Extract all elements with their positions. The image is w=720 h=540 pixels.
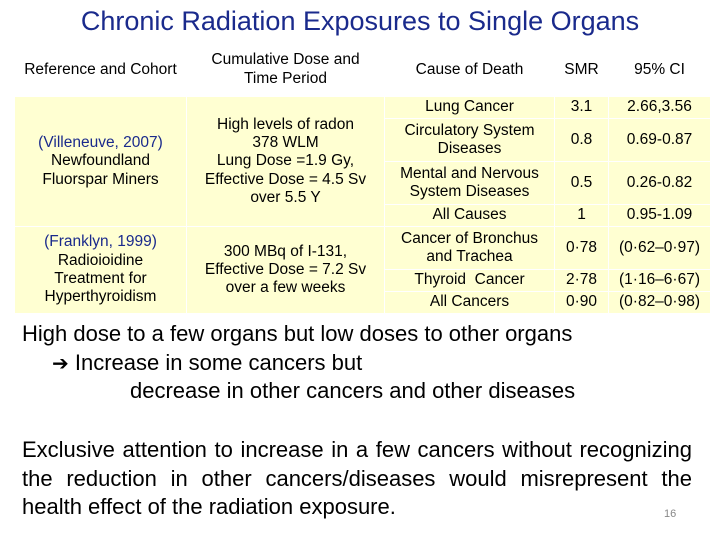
table-row <box>15 97 711 119</box>
smr-cell: 2·78 <box>555 270 609 292</box>
summary-line <box>22 349 575 378</box>
cause-text: All Cancers <box>429 293 510 311</box>
smr-cell: 1 <box>555 205 609 227</box>
cause-text: and Trachea <box>426 248 513 265</box>
slide-title: Chronic Radiation Exposures to Single Organs <box>80 6 640 36</box>
ci-cell: (0·62–0·97) <box>609 227 711 270</box>
cause-text: System Diseases <box>409 183 530 200</box>
cause-text: Lung Cancer <box>425 98 514 116</box>
study2-reference-cell <box>15 227 187 314</box>
ci-cell: (0·82–0·98) <box>609 292 711 314</box>
study2-dose-line: 300 MBq of I-131, <box>223 242 348 260</box>
study2-reference: (Franklyn, 1999) <box>44 233 157 251</box>
header-dose <box>187 44 385 97</box>
header-dose-line: Cumulative Dose and <box>211 51 360 69</box>
smr-cell: 0·90 <box>555 292 609 314</box>
summary-line-text: Increase in some cancers but <box>68 349 363 375</box>
smr-cell: 3.1 <box>555 97 609 119</box>
study1-reference: (Villeneuve, 2007) <box>38 134 163 152</box>
study1-dose-cell <box>187 97 385 227</box>
ci-cell: (1·16–6·67) <box>609 270 711 292</box>
table-header-row <box>15 44 711 97</box>
cause-cell <box>385 270 555 292</box>
cause-cell <box>385 162 555 205</box>
results-table <box>14 44 711 314</box>
cause-text: Cancer of Bronchus <box>401 229 538 247</box>
header-smr: SMR <box>555 44 609 97</box>
study2-dose-line: Effective Dose = 7.2 Sv <box>204 260 367 278</box>
cause-cell <box>385 97 555 119</box>
cause-cell <box>385 119 555 162</box>
cause-text: Circulatory System <box>404 121 535 139</box>
cause-text: Mental and Nervous <box>400 164 539 182</box>
study2-cohort-line: Radioioidine <box>57 251 144 269</box>
header-cause: Cause of Death <box>385 44 555 97</box>
study1-dose-line: High levels of radon <box>217 115 354 133</box>
study2-cohort-line: Treatment for <box>54 270 147 287</box>
smr-cell: 0.5 <box>555 162 609 205</box>
header-dose-line: Time Period <box>244 70 327 87</box>
summary-block <box>22 320 575 406</box>
study1-dose-line: Lung Dose =1.9 Gy, <box>216 152 355 170</box>
table-row <box>15 227 711 270</box>
study2-dose-line: over a few weeks <box>225 279 346 297</box>
cause-cell <box>385 205 555 227</box>
header-reference: Reference and Cohort <box>15 44 187 97</box>
study1-dose-line: Effective Dose = 4.5 Sv <box>204 170 367 188</box>
ci-cell: 0.26-0.82 <box>609 162 711 205</box>
ci-cell: 0.69-0.87 <box>609 119 711 162</box>
summary-line: High dose to a few organs but low doses to other organs <box>22 321 573 346</box>
cause-cell <box>385 227 555 270</box>
cause-text: Diseases <box>437 140 502 157</box>
arrow-right-icon: ➔ <box>52 352 69 375</box>
cause-text: All Causes <box>432 206 507 224</box>
smr-cell: 0.8 <box>555 119 609 162</box>
study1-dose-line: 378 WLM <box>252 134 319 152</box>
summary-line: decrease in other cancers and other diseases <box>130 378 576 404</box>
study2-dose-cell <box>187 227 385 314</box>
study1-reference-cell <box>15 97 187 227</box>
header-ci: 95% CI <box>609 44 711 97</box>
cause-text: Thyroid Cancer <box>414 271 525 289</box>
page-number: 16 <box>664 508 677 520</box>
study2-cohort-line: Hyperthyroidism <box>44 288 157 306</box>
conclusion-text: Exclusive attention to increase in a few cancers without recognizing the reduction in other cancers/diseases would misrepresent the health effect of the radiation exposure. <box>22 437 692 520</box>
cause-cell <box>385 292 555 314</box>
smr-cell: 0·78 <box>555 227 609 270</box>
study1-cohort-line: Newfoundland <box>50 152 151 170</box>
ci-cell: 0.95-1.09 <box>609 205 711 227</box>
ci-cell: 2.66,3.56 <box>609 97 711 119</box>
study1-cohort-line: Fluorspar Miners <box>42 170 159 188</box>
study1-dose-line: over 5.5 Y <box>250 188 321 206</box>
